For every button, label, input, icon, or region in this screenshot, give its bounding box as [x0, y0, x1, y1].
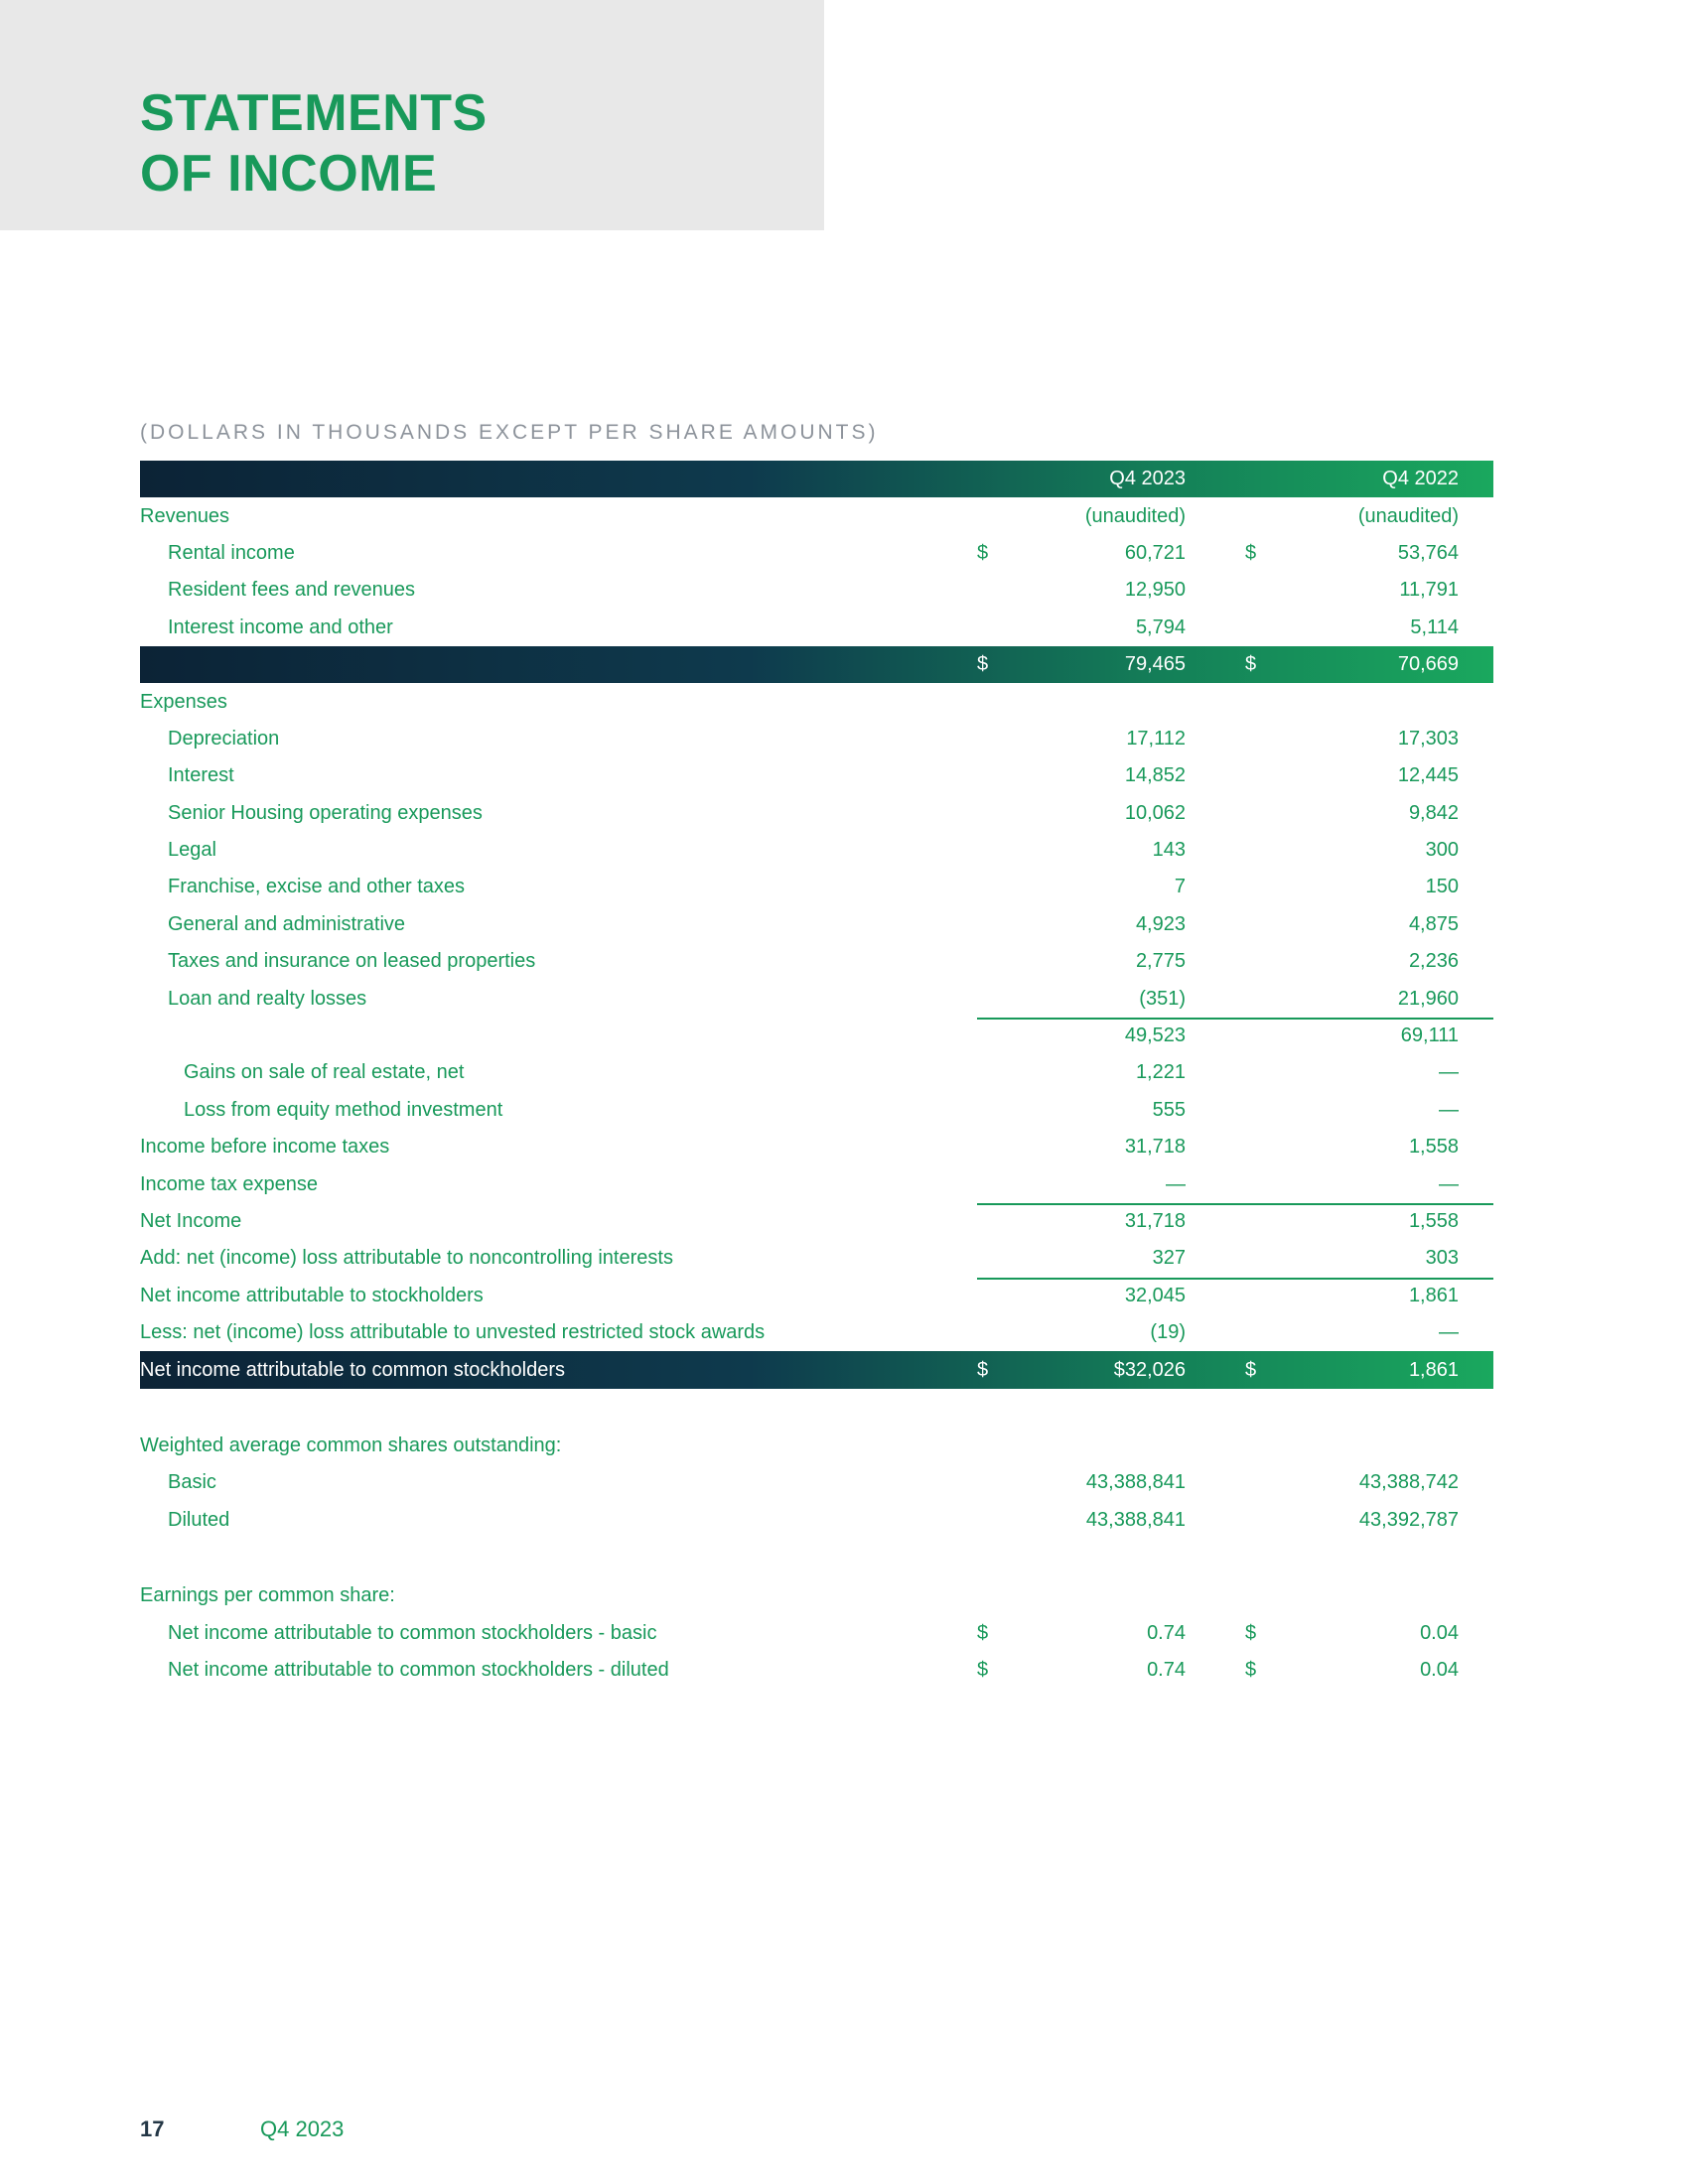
- header-spacer: [140, 461, 977, 497]
- value-q4-2023: 31,718: [1124, 1210, 1186, 1232]
- value-q4-2022: —: [1439, 1321, 1459, 1344]
- value-q4-2023: 60,721: [1124, 541, 1186, 564]
- currency-symbol-q4-2022: [1245, 1165, 1285, 1202]
- currency-symbol-q4-2022: [1245, 943, 1285, 980]
- currency-symbol-q4-2023: $: [977, 1658, 989, 1681]
- row-label: Add: net (income) loss attributable to noncontrolling interests: [140, 1247, 673, 1270]
- column-spacer: [1186, 1614, 1245, 1651]
- row-label: Depreciation: [168, 727, 280, 750]
- table-row: [140, 1577, 1493, 1614]
- row-label: Net income attributable to common stockholders - basic: [168, 1621, 657, 1644]
- value-q4-2023: [1017, 1577, 1186, 1614]
- value-q4-2022: (unaudited): [1357, 504, 1459, 527]
- column-spacer: [1186, 943, 1245, 980]
- spacer-row: [140, 1539, 1493, 1577]
- row-values: [977, 1018, 1459, 1054]
- row-values: [977, 1351, 1459, 1388]
- column-spacer: [1186, 757, 1245, 794]
- value-q4-2023: 32,045: [1124, 1284, 1186, 1306]
- column-spacer: [1186, 832, 1245, 869]
- value-q4-2022: [1285, 1428, 1459, 1464]
- row-label: Less: net (income) loss attributable to unvested restricted stock awards: [140, 1321, 766, 1344]
- currency-symbol-q4-2023: [977, 497, 1017, 534]
- currency-symbol-q4-2022: [1245, 1577, 1285, 1614]
- currency-symbol-q4-2022: [1245, 869, 1285, 905]
- currency-symbol-q4-2023: $: [977, 1621, 989, 1644]
- row-label: Legal: [168, 839, 216, 862]
- value-q4-2023: 17,112: [1126, 727, 1186, 750]
- currency-symbol-q4-2023: [977, 869, 1017, 905]
- currency-symbol-q4-2022: [1245, 1464, 1285, 1501]
- table-row: [140, 1054, 1493, 1091]
- row-label: Weighted average common shares outstanding:: [140, 1433, 562, 1456]
- table-row: [140, 572, 1493, 609]
- right-pad: [1459, 572, 1493, 609]
- right-pad: [1459, 1054, 1493, 1091]
- right-pad: [1459, 721, 1493, 757]
- spacer-row: [140, 1389, 1493, 1428]
- currency-symbol-q4-2022: [1245, 1502, 1285, 1539]
- row-values: [977, 1054, 1459, 1091]
- row-label: Loss from equity method investment: [184, 1098, 503, 1121]
- row-values: [977, 1092, 1459, 1129]
- currency-symbol-q4-2023: [977, 1464, 1017, 1501]
- value-q4-2023: 5,794: [1135, 615, 1186, 638]
- currency-symbol-q4-2023: $: [977, 653, 989, 676]
- right-pad: [1459, 795, 1493, 832]
- table-row: [140, 1165, 1493, 1202]
- value-q4-2022: [1285, 1577, 1459, 1614]
- right-pad: [1459, 610, 1493, 646]
- value-q4-2022: 43,392,787: [1358, 1508, 1459, 1531]
- column-spacer: [1186, 683, 1245, 720]
- table-row: [140, 683, 1493, 720]
- row-values: [977, 1314, 1459, 1351]
- table-row: [140, 1240, 1493, 1277]
- column-spacer: [1186, 1278, 1245, 1314]
- currency-symbol-q4-2022: [1245, 795, 1285, 832]
- currency-symbol-q4-2023: [977, 1092, 1017, 1129]
- value-q4-2023: 143: [1152, 839, 1186, 862]
- column-spacer: [1186, 1464, 1245, 1501]
- currency-symbol-q4-2022: [1245, 1278, 1285, 1314]
- row-label: Interest income and other: [168, 615, 393, 638]
- right-pad: [1459, 461, 1493, 497]
- page-title: [140, 83, 488, 205]
- table-row: [140, 535, 1493, 572]
- table-row: [140, 1018, 1493, 1054]
- right-pad: [1459, 1577, 1493, 1614]
- currency-symbol-q4-2023: [977, 683, 1017, 720]
- table-row: [140, 943, 1493, 980]
- value-q4-2022: 2,236: [1408, 950, 1459, 973]
- value-q4-2023: (351): [1139, 987, 1186, 1010]
- row-label: Senior Housing operating expenses: [168, 801, 483, 824]
- value-q4-2023: 49,523: [1124, 1024, 1186, 1047]
- row-label: Net income attributable to stockholders: [140, 1284, 484, 1306]
- value-q4-2023: (19): [1150, 1321, 1186, 1344]
- value-q4-2022: 43,388,742: [1358, 1471, 1459, 1494]
- total-row: [140, 1351, 1493, 1388]
- currency-symbol-q4-2023: [977, 1129, 1017, 1165]
- row-label: Basic: [168, 1471, 216, 1494]
- row-label: Expenses: [140, 690, 227, 713]
- right-pad: [1459, 943, 1493, 980]
- right-pad: [1459, 1203, 1493, 1240]
- value-q4-2023: 2,775: [1135, 950, 1186, 973]
- row-label: Resident fees and revenues: [168, 579, 416, 602]
- currency-symbol-q4-2022: [1245, 1428, 1285, 1464]
- currency-symbol-q4-2023: [977, 1577, 1017, 1614]
- row-values: [977, 1577, 1459, 1614]
- value-q4-2023: 555: [1152, 1098, 1186, 1121]
- table-row: [140, 795, 1493, 832]
- right-pad: [1459, 1351, 1493, 1388]
- page-title-line2: OF INCOME: [140, 144, 438, 203]
- value-q4-2023: [1017, 683, 1186, 720]
- column-spacer: [1186, 1018, 1245, 1054]
- row-label: Net Income: [140, 1210, 242, 1232]
- value-q4-2023: 31,718: [1124, 1136, 1186, 1159]
- currency-symbol-q4-2022: [1245, 1314, 1285, 1351]
- right-pad: [1459, 1314, 1493, 1351]
- column-spacer: [1186, 1240, 1245, 1277]
- row-label: Earnings per common share:: [140, 1584, 395, 1607]
- currency-symbol-q4-2023: [977, 1018, 1017, 1054]
- currency-symbol-q4-2022: $: [1245, 1621, 1257, 1644]
- row-values: [977, 943, 1459, 980]
- value-q4-2022: 0.04: [1420, 1621, 1459, 1644]
- currency-symbol-q4-2022: [1245, 1203, 1285, 1240]
- column-spacer: [1186, 869, 1245, 905]
- page-number: 17: [140, 2116, 165, 2141]
- row-values: [977, 869, 1459, 905]
- currency-symbol-q4-2022: [1245, 1054, 1285, 1091]
- column-spacer: [1186, 1502, 1245, 1539]
- currency-symbol-q4-2022: $: [1245, 541, 1257, 564]
- row-values: [977, 832, 1459, 869]
- row-label: Net income attributable to common stockholders - diluted: [168, 1658, 669, 1681]
- currency-symbol-q4-2023: $: [977, 541, 989, 564]
- row-values: [977, 1165, 1459, 1202]
- table-header-row: [140, 461, 1493, 497]
- currency-symbol-q4-2023: [977, 943, 1017, 980]
- table-row: [140, 1614, 1493, 1651]
- currency-symbol-q4-2022: [1245, 572, 1285, 609]
- right-pad: [1459, 1240, 1493, 1277]
- row-values: [977, 906, 1459, 943]
- right-pad: [1459, 1278, 1493, 1314]
- income-statement-body: [140, 497, 1493, 1689]
- column-spacer: [1186, 1428, 1245, 1464]
- value-q4-2022: 9,842: [1408, 801, 1459, 824]
- value-q4-2022: 1,861: [1408, 1284, 1459, 1306]
- column-spacer: [1186, 610, 1245, 646]
- value-q4-2023: 12,950: [1124, 579, 1186, 602]
- value-q4-2023: $32,026: [1113, 1358, 1186, 1381]
- currency-symbol-q4-2023: [977, 1165, 1017, 1202]
- table-row: [140, 906, 1493, 943]
- currency-symbol-q4-2023: [977, 1502, 1017, 1539]
- column-spacer: [1186, 497, 1245, 534]
- column-spacer: [1186, 1165, 1245, 1202]
- right-pad: [1459, 757, 1493, 794]
- right-pad: [1459, 683, 1493, 720]
- currency-symbol-q4-2023: [977, 757, 1017, 794]
- right-pad: [1459, 646, 1493, 683]
- currency-symbol-q4-2023: [977, 1203, 1017, 1240]
- row-values: [977, 610, 1459, 646]
- table-row: [140, 610, 1493, 646]
- right-pad: [1459, 832, 1493, 869]
- value-q4-2022: 12,445: [1397, 764, 1459, 787]
- row-label: Interest: [168, 764, 234, 787]
- right-pad: [1459, 1502, 1493, 1539]
- right-pad: [1459, 1092, 1493, 1129]
- column-spacer: [1186, 535, 1245, 572]
- column-header-q4-2023: Q4 2023: [1109, 468, 1186, 490]
- table-row: [140, 869, 1493, 905]
- column-header-q4-2022: Q4 2022: [1382, 468, 1459, 490]
- table-row: [140, 1129, 1493, 1165]
- currency-symbol-q4-2022: [1245, 1240, 1285, 1277]
- row-label: Loan and realty losses: [168, 987, 367, 1010]
- column-spacer: [1186, 572, 1245, 609]
- table-row: [140, 721, 1493, 757]
- value-q4-2023: 7: [1174, 876, 1186, 898]
- value-q4-2022: [1285, 683, 1459, 720]
- table-row: [140, 1464, 1493, 1501]
- value-q4-2023: —: [1166, 1172, 1186, 1195]
- value-q4-2022: 17,303: [1397, 727, 1459, 750]
- right-pad: [1459, 1652, 1493, 1689]
- header-currency-spacer: [977, 461, 1017, 497]
- row-label: Income tax expense: [140, 1172, 318, 1195]
- currency-symbol-q4-2023: [977, 572, 1017, 609]
- currency-symbol-q4-2023: [977, 1240, 1017, 1277]
- page-title-line1: STATEMENTS: [140, 84, 488, 142]
- table-row: [140, 497, 1493, 534]
- column-spacer: [1186, 1652, 1245, 1689]
- currency-symbol-q4-2023: [977, 795, 1017, 832]
- currency-symbol-q4-2022: [1245, 721, 1285, 757]
- value-q4-2022: 70,669: [1397, 653, 1459, 676]
- table-row: [140, 1092, 1493, 1129]
- currency-symbol-q4-2022: [1245, 906, 1285, 943]
- row-values: [977, 572, 1459, 609]
- value-q4-2022: 69,111: [1400, 1024, 1459, 1047]
- value-q4-2022: —: [1439, 1061, 1459, 1084]
- column-spacer: [1186, 721, 1245, 757]
- row-values: [977, 1428, 1459, 1464]
- value-q4-2023: 14,852: [1124, 764, 1186, 787]
- table-row: [140, 1428, 1493, 1464]
- table-row: [140, 832, 1493, 869]
- row-values: [977, 1203, 1459, 1240]
- right-pad: [1459, 1018, 1493, 1054]
- right-pad: [1459, 1129, 1493, 1165]
- value-q4-2022: —: [1439, 1172, 1459, 1195]
- currency-symbol-q4-2023: [977, 906, 1017, 943]
- value-q4-2023: (unaudited): [1084, 504, 1186, 527]
- column-spacer: [1186, 1577, 1245, 1614]
- currency-symbol-q4-2022: [1245, 1092, 1285, 1129]
- right-pad: [1459, 497, 1493, 534]
- row-values: [977, 646, 1459, 683]
- currency-symbol-q4-2023: [977, 1278, 1017, 1314]
- header-values: [977, 461, 1459, 497]
- column-spacer: [1186, 980, 1245, 1017]
- column-spacer: [1186, 906, 1245, 943]
- row-values: [977, 757, 1459, 794]
- row-values: [977, 795, 1459, 832]
- row-values: [977, 1652, 1459, 1689]
- currency-symbol-q4-2022: [1245, 757, 1285, 794]
- row-values: [977, 683, 1459, 720]
- column-spacer: [1186, 1092, 1245, 1129]
- table-row: [140, 1652, 1493, 1689]
- value-q4-2023: 327: [1152, 1247, 1186, 1270]
- column-spacer: [1186, 461, 1245, 497]
- table-row: [140, 980, 1493, 1017]
- row-values: [977, 535, 1459, 572]
- value-q4-2023: 0.74: [1147, 1621, 1186, 1644]
- row-label: Revenues: [140, 504, 230, 527]
- right-pad: [1459, 1614, 1493, 1651]
- row-label: Franchise, excise and other taxes: [168, 876, 466, 898]
- column-spacer: [1186, 1129, 1245, 1165]
- right-pad: [1459, 1165, 1493, 1202]
- currency-symbol-q4-2022: [1245, 1129, 1285, 1165]
- column-spacer: [1186, 1351, 1245, 1388]
- column-spacer: [1186, 1054, 1245, 1091]
- column-spacer: [1186, 795, 1245, 832]
- row-label: Income before income taxes: [140, 1136, 390, 1159]
- currency-symbol-q4-2022: [1245, 832, 1285, 869]
- row-label: Rental income: [168, 541, 295, 564]
- value-q4-2022: 4,875: [1408, 912, 1459, 935]
- currency-symbol-q4-2023: $: [977, 1358, 989, 1381]
- right-pad: [1459, 1464, 1493, 1501]
- value-q4-2023: 43,388,841: [1085, 1508, 1186, 1531]
- currency-symbol-q4-2023: [977, 1428, 1017, 1464]
- currency-symbol-q4-2022: [1245, 497, 1285, 534]
- right-pad: [1459, 980, 1493, 1017]
- header-currency-spacer: [1245, 461, 1285, 497]
- currency-symbol-q4-2022: [1245, 683, 1285, 720]
- currency-symbol-q4-2022: [1245, 980, 1285, 1017]
- value-q4-2022: 1,558: [1408, 1210, 1459, 1232]
- row-values: [977, 1502, 1459, 1539]
- currency-symbol-q4-2022: [1245, 610, 1285, 646]
- currency-symbol-q4-2022: $: [1245, 653, 1257, 676]
- currency-symbol-q4-2023: [977, 1054, 1017, 1091]
- row-values: [977, 980, 1459, 1017]
- row-label: General and administrative: [168, 912, 406, 935]
- currency-symbol-q4-2022: $: [1245, 1658, 1257, 1681]
- value-q4-2022: 5,114: [1410, 615, 1459, 638]
- row-label: Gains on sale of real estate, net: [184, 1061, 465, 1084]
- row-values: [977, 1278, 1459, 1314]
- value-q4-2023: 43,388,841: [1085, 1471, 1186, 1494]
- value-q4-2023: 0.74: [1147, 1658, 1186, 1681]
- value-q4-2022: 53,764: [1397, 541, 1459, 564]
- currency-symbol-q4-2023: [977, 610, 1017, 646]
- row-label: Net income attributable to common stockholders: [140, 1358, 565, 1381]
- value-q4-2022: —: [1439, 1098, 1459, 1121]
- right-pad: [1459, 1428, 1493, 1464]
- value-q4-2023: 1,221: [1135, 1061, 1186, 1084]
- row-values: [977, 1129, 1459, 1165]
- value-q4-2022: 303: [1425, 1247, 1459, 1270]
- column-spacer: [1186, 1203, 1245, 1240]
- column-spacer: [1186, 646, 1245, 683]
- value-q4-2022: 0.04: [1420, 1658, 1459, 1681]
- row-label: Diluted: [168, 1508, 230, 1531]
- right-pad: [1459, 535, 1493, 572]
- value-q4-2022: 21,960: [1397, 987, 1459, 1010]
- row-values: [977, 1240, 1459, 1277]
- right-pad: [1459, 906, 1493, 943]
- value-q4-2022: 150: [1425, 876, 1459, 898]
- row-values: [977, 721, 1459, 757]
- right-pad: [1459, 869, 1493, 905]
- value-q4-2022: 11,791: [1399, 579, 1459, 602]
- value-q4-2023: [1017, 1428, 1186, 1464]
- total-row: [140, 646, 1493, 683]
- currency-symbol-q4-2023: [977, 832, 1017, 869]
- row-values: [977, 1464, 1459, 1501]
- currency-symbol-q4-2023: [977, 721, 1017, 757]
- table-row: [140, 1278, 1493, 1314]
- row-label: [140, 1018, 977, 1054]
- row-values: [977, 1614, 1459, 1651]
- value-q4-2022: 1,558: [1408, 1136, 1459, 1159]
- row-label: Taxes and insurance on leased properties: [168, 950, 536, 973]
- table-subtitle: (DOLLARS IN THOUSANDS EXCEPT PER SHARE AMOUNTS): [140, 421, 879, 444]
- value-q4-2023: 79,465: [1124, 653, 1186, 676]
- row-values: [977, 497, 1459, 534]
- table-row: [140, 1314, 1493, 1351]
- value-q4-2022: 1,861: [1408, 1358, 1459, 1381]
- table-row: [140, 1502, 1493, 1539]
- currency-symbol-q4-2023: [977, 1314, 1017, 1351]
- row-label: [140, 646, 977, 683]
- income-statement-table: [140, 461, 1493, 1689]
- table-row: [140, 1203, 1493, 1240]
- column-spacer: [1186, 1314, 1245, 1351]
- value-q4-2023: 10,062: [1124, 801, 1186, 824]
- value-q4-2023: 4,923: [1135, 912, 1186, 935]
- currency-symbol-q4-2022: [1245, 1018, 1285, 1054]
- currency-symbol-q4-2022: $: [1245, 1358, 1257, 1381]
- table-row: [140, 757, 1493, 794]
- value-q4-2022: 300: [1425, 839, 1459, 862]
- footer-quarter-label: Q4 2023: [260, 2116, 345, 2141]
- currency-symbol-q4-2023: [977, 980, 1017, 1017]
